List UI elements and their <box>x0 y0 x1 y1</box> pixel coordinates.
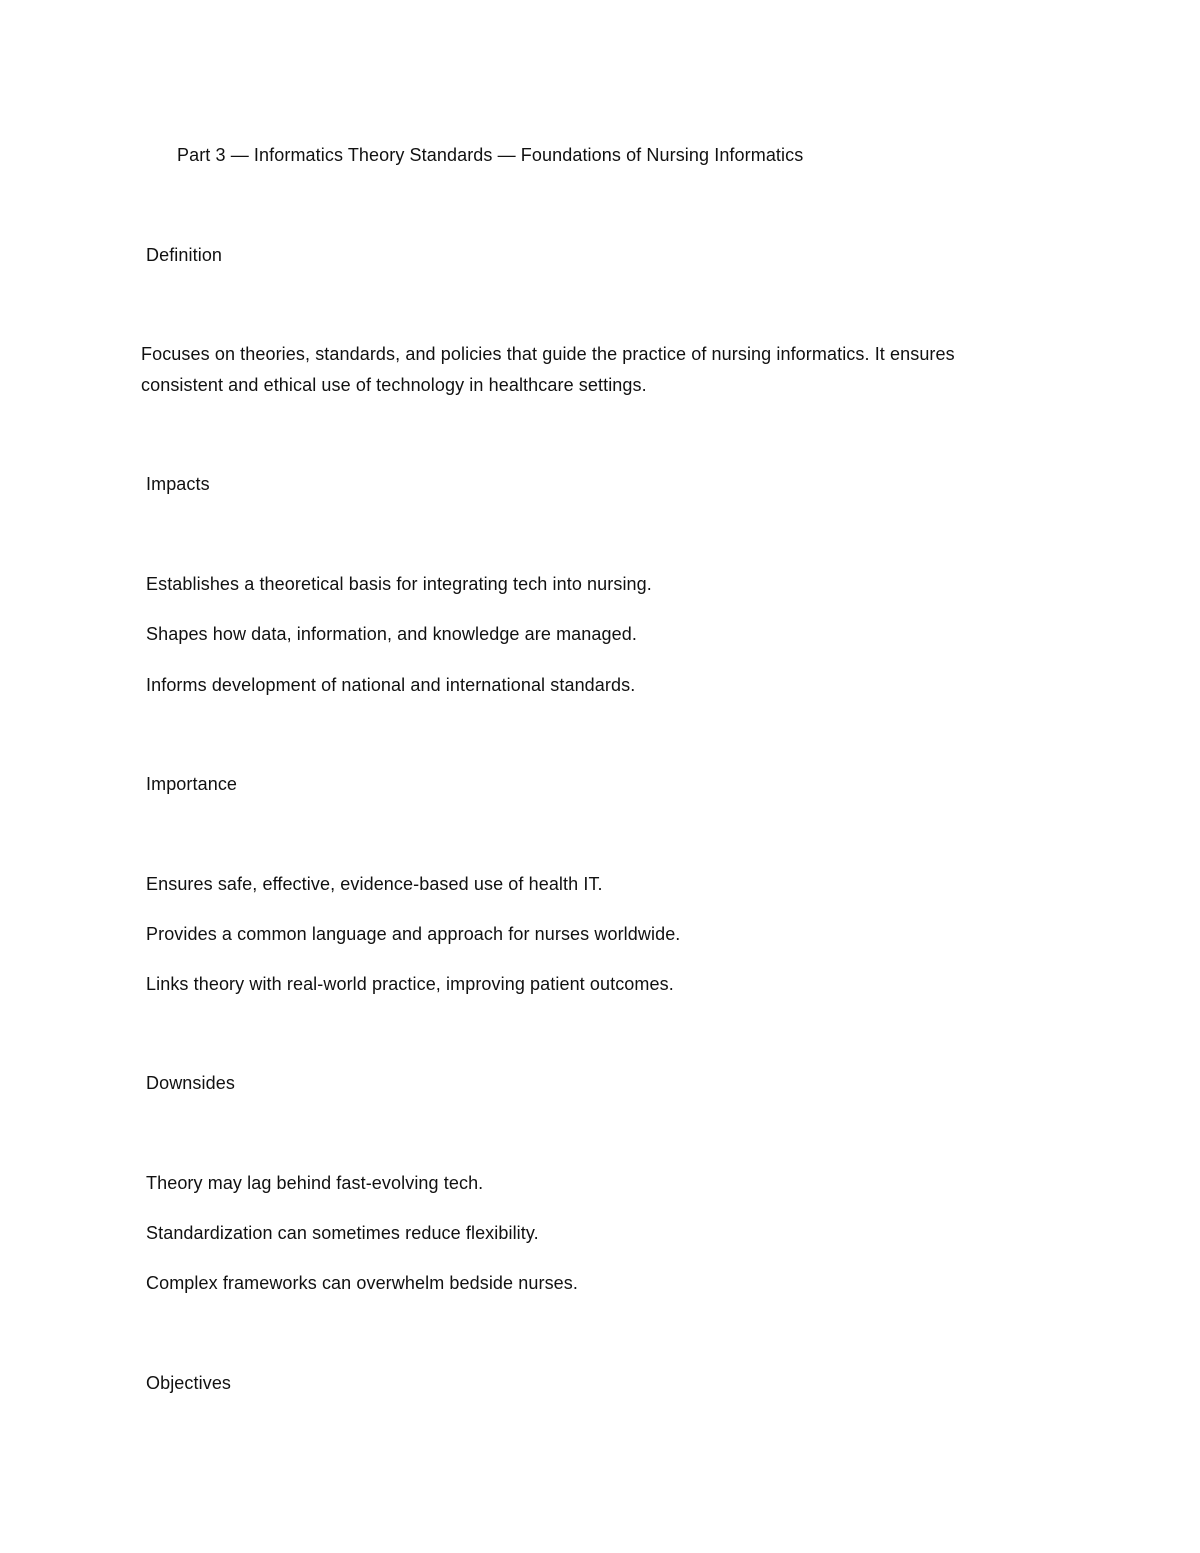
downsides-item: Complex frameworks can overwhelm bedside nurses. <box>146 1273 578 1293</box>
section-heading-impacts: Impacts <box>146 474 210 494</box>
definition-paragraph <box>141 339 1041 401</box>
importance-item: Provides a common language and approach for nurses worldwide. <box>146 924 681 944</box>
impacts-item: Informs development of national and international standards. <box>146 675 636 695</box>
document-title: Part 3 — Informatics Theory Standards — Foundations of Nursing Informatics <box>177 145 804 165</box>
section-heading-definition: Definition <box>146 245 223 265</box>
definition-text-line-2: consistent and ethical use of technology in healthcare settings. <box>141 375 647 395</box>
impacts-item: Shapes how data, information, and knowledge are managed. <box>146 624 637 644</box>
section-heading-downsides: Downsides <box>146 1073 235 1093</box>
impacts-item: Establishes a theoretical basis for integrating tech into nursing. <box>146 574 652 594</box>
downsides-item: Standardization can sometimes reduce flexibility. <box>146 1223 539 1243</box>
section-heading-objectives: Objectives <box>146 1373 232 1393</box>
definition-text-line-1: Focuses on theories, standards, and policies that guide the practice of nursing informatics. It ensures <box>141 344 955 364</box>
section-heading-importance: Importance <box>146 774 238 794</box>
downsides-item: Theory may lag behind fast-evolving tech. <box>146 1173 484 1193</box>
importance-item: Links theory with real-world practice, improving patient outcomes. <box>146 974 674 994</box>
importance-item: Ensures safe, effective, evidence-based use of health IT. <box>146 874 603 894</box>
